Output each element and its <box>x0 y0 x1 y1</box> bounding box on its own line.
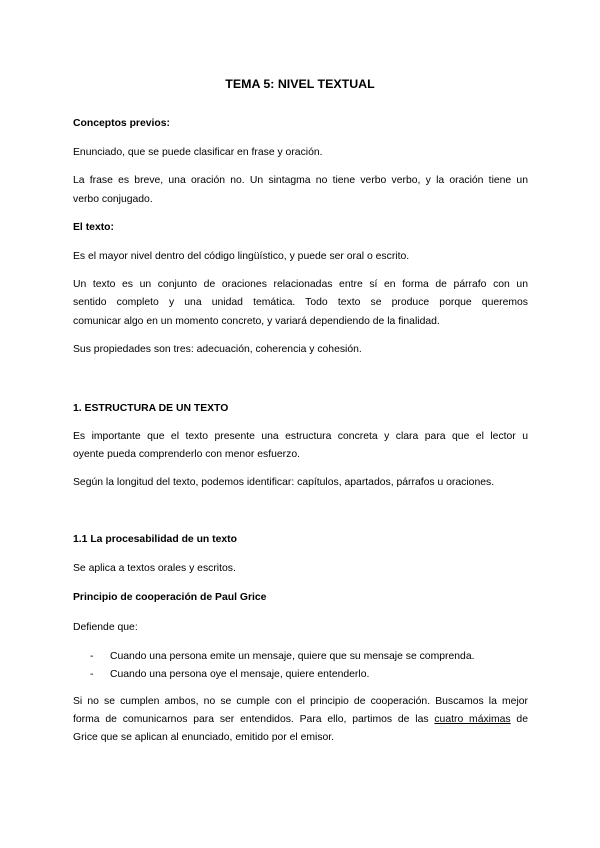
paragraph-line: Es importante que el texto presente una estructura concreta y clara para que el lector u <box>73 431 528 442</box>
section-heading-texto: El texto: <box>73 222 114 233</box>
paragraph-line: Es el mayor nivel dentro del código lingüístico, y puede ser oral o escrito. <box>73 251 410 262</box>
paragraph-line: Enunciado, que se puede clasificar en frase y oración. <box>73 147 323 158</box>
paragraph-line: Defiende que: <box>73 622 138 633</box>
page-title: TEMA 5: NIVEL TEXTUAL <box>225 77 375 91</box>
section-heading-procesabilidad: 1.1 La procesabilidad de un texto <box>73 534 237 545</box>
paragraph-line <box>73 713 528 726</box>
paragraph-line: Según la longitud del texto, podemos identificar: capítulos, apartados, párrafos u oraciones. <box>73 477 495 488</box>
paragraph-line: sentido completo y una unidad temática. Todo texto se produce porque queremos <box>73 297 528 308</box>
text-run: de <box>510 714 528 725</box>
bullet-marker: - <box>90 651 94 662</box>
paragraph-line: verbo conjugado. <box>73 194 153 205</box>
paragraph-line: Un texto es un conjunto de oraciones relacionadas entre sí en forma de párrafo con un <box>73 279 528 290</box>
paragraph-line: comunicar algo en un momento concreto, y variará dependiendo de la finalidad. <box>73 316 440 327</box>
section-heading-estructura: 1. ESTRUCTURA DE UN TEXTO <box>73 403 229 414</box>
list-item: Cuando una persona emite un mensaje, quiere que su mensaje se comprenda. <box>110 651 475 662</box>
paragraph-line: La frase es breve, una oración no. Un sintagma no tiene verbo verbo, y la oración tiene un <box>73 175 528 186</box>
underlined-term: cuatro máximas <box>434 714 511 725</box>
bullet-marker: - <box>90 669 94 680</box>
text-run: forma de comunicarnos para ser entendidos. Para ello, partimos de las <box>73 714 435 725</box>
paragraph-line: Grice que se aplican al enunciado, emitido por el emisor. <box>73 732 335 743</box>
paragraph-line: oyente pueda comprenderlo con menor esfuerzo. <box>73 449 301 460</box>
subheading-principio: Principio de cooperación de Paul Grice <box>73 592 267 603</box>
paragraph-line: Si no se cumplen ambos, no se cumple con el principio de cooperación. Buscamos la mejor <box>73 696 528 707</box>
list-item: Cuando una persona oye el mensaje, quiere entenderlo. <box>110 669 370 680</box>
paragraph-line: Sus propiedades son tres: adecuación, coherencia y cohesión. <box>73 344 362 355</box>
section-heading-conceptos: Conceptos previos: <box>73 118 170 129</box>
paragraph-line: Se aplica a textos orales y escritos. <box>73 563 236 574</box>
